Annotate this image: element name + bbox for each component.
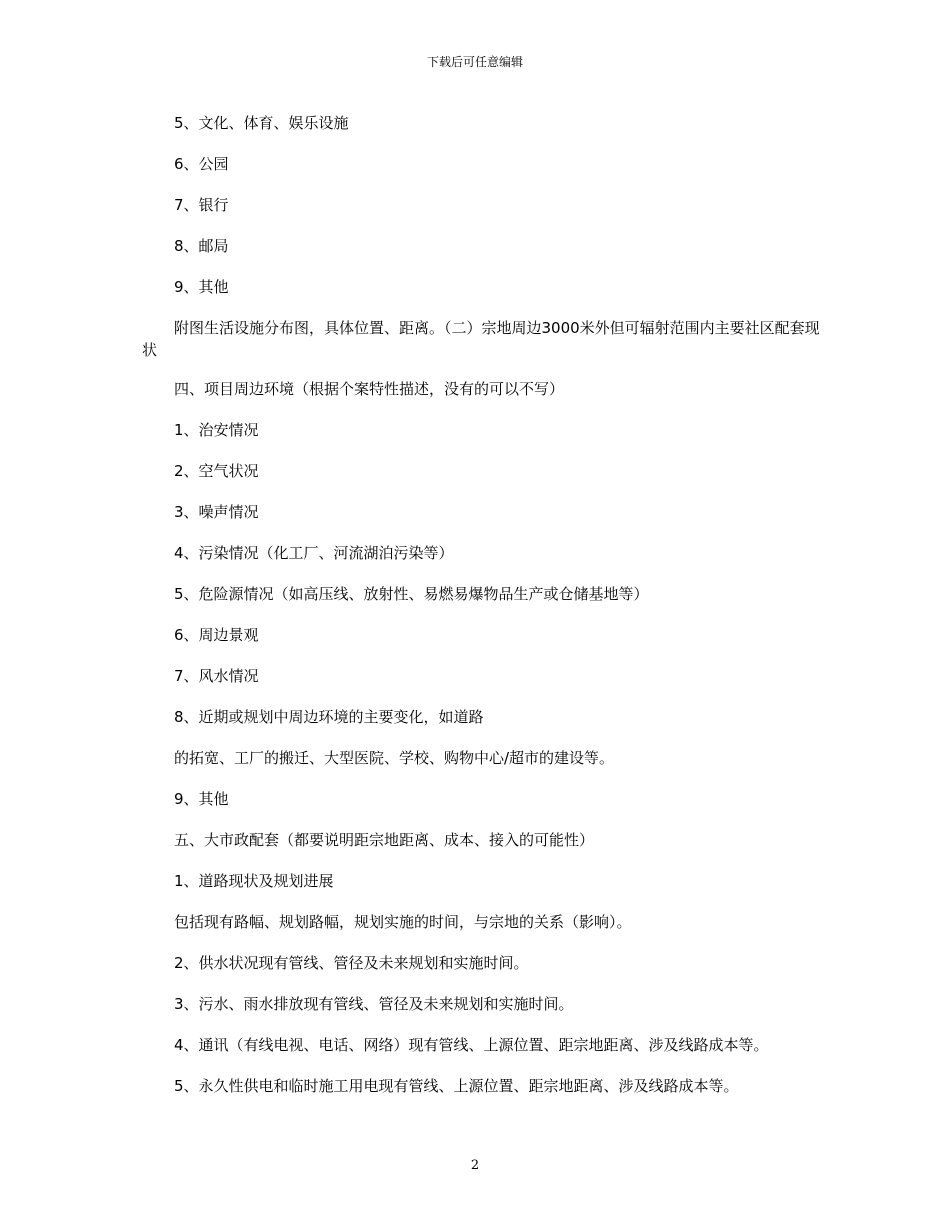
paragraph: 9、其他 — [174, 790, 229, 808]
paragraph: 5、文化、体育、娱乐设施 — [174, 114, 349, 132]
paragraph: 7、风水情况 — [174, 667, 259, 685]
paragraph: 2、空气状况 — [174, 462, 259, 480]
paragraph: 1、道路现状及规划进展 — [174, 872, 334, 890]
paragraph: 7、银行 — [174, 196, 229, 214]
paragraph: 8、邮局 — [174, 237, 229, 255]
paragraph-wrapped: 附图生活设施分布图，具体位置、距离。（二）宗地周边3000米外但可辐射范围内主要社区配套现状 — [142, 319, 820, 359]
paragraph: 8、近期或规划中周边环境的主要变化，如道路 — [174, 708, 484, 726]
page-header: 下载后可任意编辑 — [426, 55, 523, 69]
paragraph: 的拓宽、工厂的搬迁、大型医院、学校、购物中心/超市的建设等。 — [174, 749, 615, 767]
section-heading: 五、大市政配套（都要说明距宗地距离、成本、接入的可能性） — [174, 831, 595, 849]
paragraph: 3、污水、雨水排放现有管线、管径及未来规划和实施时间。 — [174, 995, 574, 1013]
document-body — [142, 112, 822, 1116]
paragraph: 9、其他 — [174, 278, 229, 296]
paragraph: 包括现有路幅、规划路幅，规划实施的时间，与宗地的关系（影响）。 — [174, 913, 632, 931]
paragraph: 3、噪声情况 — [174, 503, 259, 521]
paragraph: 2、供水状况现有管线、管径及未来规划和实施时间。 — [174, 954, 529, 972]
paragraph: 1、治安情况 — [174, 421, 259, 439]
section-heading: 四、项目周边环境（根据个案特性描述，没有的可以不写） — [174, 380, 565, 398]
paragraph: 5、危险源情况（如高压线、放射性、易燃易爆物品生产或仓储基地等） — [174, 585, 649, 603]
paragraph: 5、永久性供电和临时施工用电现有管线、上源位置、距宗地距离、涉及线路成本等。 — [174, 1077, 739, 1095]
paragraph: 4、通讯（有线电视、电话、网络）现有管线、上源位置、距宗地距离、涉及线路成本等。 — [174, 1036, 769, 1054]
paragraph: 6、周边景观 — [174, 626, 259, 644]
page-number: 2 — [470, 1158, 480, 1173]
paragraph: 6、公园 — [174, 155, 229, 173]
paragraph: 4、污染情况（化工厂、河流湖泊污染等） — [174, 544, 454, 562]
